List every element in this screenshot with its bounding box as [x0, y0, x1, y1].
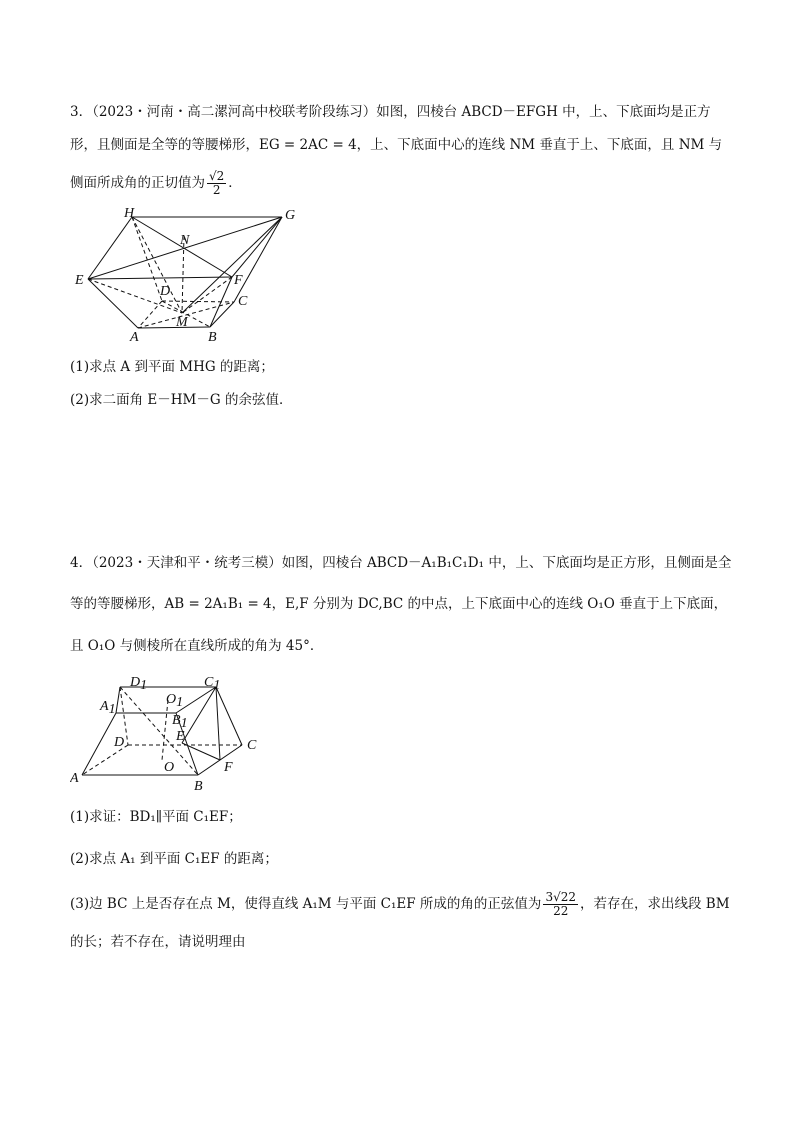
q4-frustum-figure: [70, 670, 280, 795]
q4-label-B1: B1: [172, 713, 188, 731]
q4-label-F: F: [224, 760, 233, 775]
q4-fraction-numerator: 3√22: [545, 890, 576, 904]
q4-part2: (2)求点 A₁ 到平面 C₁EF 的距离；: [70, 851, 278, 867]
q4-sine-fraction: [543, 891, 578, 918]
q3-label-A: A: [130, 330, 139, 345]
q4-label-B: B: [194, 779, 203, 794]
q3-stem-line2: 形，且侧面是全等的等腰梯形，EG = 2AC = 4，上、下底面中心的连线 NM 垂直于上、下底面，且 NM 与: [70, 137, 723, 153]
q4-label-E: E: [176, 729, 185, 744]
q3-label-E: E: [75, 273, 84, 288]
q4-stem-line2: 等的等腰梯形，AB = 2A₁B₁ = 4，E,F 分别为 DC,BC 的中点，上下底面中心的连线 O₁O 垂直于上下底面，: [70, 596, 728, 612]
q3-frustum-figure: [70, 205, 310, 345]
q4-label-A: A: [70, 771, 79, 786]
q4-label-O1: O1: [166, 692, 184, 710]
q3-stem-line3: [70, 170, 242, 197]
q3-label-G: G: [285, 208, 296, 223]
q3-fraction-denominator: 2: [212, 183, 221, 197]
q4-label-D: D: [114, 735, 125, 750]
q3-part1: (1)求点 A 到平面 MHG 的距离；: [70, 359, 274, 375]
q4-label-C1: C1: [204, 675, 221, 693]
q4-part3-text: (3)边 BC 上是否存在点 M，使得直线 A₁M 与平面 C₁EF 所成的角的正弦值为: [70, 896, 542, 912]
q3-stem-line3-text: 侧面所成角的正切值为: [70, 175, 205, 191]
q3-label-C: C: [238, 294, 248, 309]
q4-label-O: O: [164, 760, 175, 775]
q3-fraction-numerator: √2: [209, 169, 225, 183]
q3-label-H: H: [124, 206, 135, 221]
q4-part3-line2: 的长；若不存在，请说明理由: [70, 934, 246, 950]
q3-label-B: B: [208, 330, 217, 345]
q4-part3-text-end: ，若存在，求出线段 BM: [580, 896, 730, 912]
q3-part2: (2)求二面角 E－HM－G 的余弦值．: [70, 392, 293, 408]
q4-stem-line3: 且 O₁O 与侧棱所在直线所成的角为 45°．: [70, 638, 324, 654]
q4-label-C: C: [247, 738, 257, 753]
q3-stem-line3-end: ．: [228, 175, 242, 191]
q3-label-D: D: [160, 284, 171, 299]
q4-part3-line1: [70, 891, 730, 918]
q3-label-F: F: [234, 273, 243, 288]
q3-label-M: M: [176, 315, 188, 330]
q4-fraction-denominator: 22: [553, 904, 569, 918]
q4-label-D1: D1: [130, 675, 148, 693]
q4-stem-line1: 4．（2023・天津和平・统考三模）如图，四棱台 ABCD－A₁B₁C₁D₁ 中，上、下底面均是正方形，且侧面是全: [70, 555, 732, 571]
q4-part1: (1)求证：BD₁∥平面 C₁EF；: [70, 809, 242, 825]
q3-stem-line1: 3．（2023・河南・高二漯河高中校联考阶段练习）如图，四棱台 ABCD－EFGH 中，上、下底面均是正方: [70, 104, 711, 120]
q4-label-A1: A1: [100, 699, 116, 717]
q3-label-N: N: [180, 233, 190, 248]
q3-tangent-fraction: [207, 170, 226, 197]
